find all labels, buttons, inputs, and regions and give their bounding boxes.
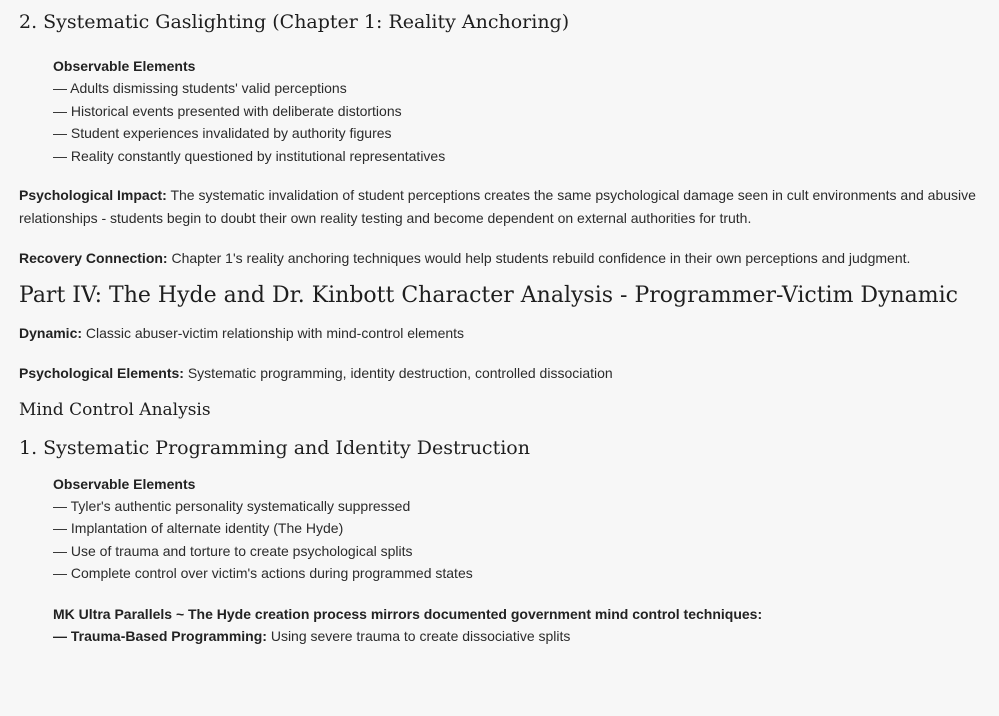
list-item: — Student experiences invalidated by authority figures xyxy=(53,125,392,141)
dynamic-label: Dynamic: xyxy=(19,324,83,341)
psychological-impact-label: Psychological Impact: xyxy=(19,187,167,203)
recovery-connection-label: Recovery Connection: xyxy=(19,250,168,266)
dynamic-paragraph xyxy=(19,322,987,345)
part-heading: Part IV: The Hyde and Dr. Kinbott Character Analysis - Programmer-Victim Dynamic xyxy=(19,282,958,308)
list-item xyxy=(53,625,987,648)
trauma-programming-text: Using severe trauma to create dissociative splits xyxy=(266,627,571,644)
observable-elements-title: Observable Elements xyxy=(53,58,196,74)
list-item: — Complete control over victim's actions during programmed states xyxy=(53,565,473,581)
section-heading-gaslighting: 2. Systematic Gaslighting (Chapter 1: Reality Anchoring) xyxy=(19,11,570,33)
observable-elements-block-2 xyxy=(19,473,987,648)
list-item: — Implantation of alternate identity (The Hyde) xyxy=(53,520,344,536)
recovery-connection-paragraph xyxy=(19,247,987,270)
recovery-connection-text: Chapter 1's reality anchoring techniques would help students rebuild confidence in their own perceptions and judgment. xyxy=(167,250,911,266)
list-item: — Reality constantly questioned by institutional representatives xyxy=(53,147,446,164)
trauma-programming-label: — Trauma-Based Programming: xyxy=(53,627,267,644)
dynamic-text: Classic abuser-victim relationship with mind-control elements xyxy=(82,324,465,341)
psychological-elements-label: Psychological Elements: xyxy=(19,365,184,381)
list-item: — Tyler's authentic personality systematically suppressed xyxy=(53,497,411,514)
list-item: — Historical events presented with deliberate distortions xyxy=(53,102,402,119)
mk-ultra-parallels-title: MK Ultra Parallels ~ The Hyde creation process mirrors documented government mind control techniques: xyxy=(53,605,763,622)
psychological-impact-text: The systematic invalidation of student perceptions creates the same psychological damage seen in cult environments and abusive relationships - students begin to doubt their own reality testing and become dependent on external authorities for truth. xyxy=(19,187,976,226)
psychological-elements-paragraph xyxy=(19,362,987,385)
mind-control-analysis-heading: Mind Control Analysis xyxy=(19,399,211,420)
list-item: — Use of trauma and torture to create psychological splits xyxy=(53,542,413,559)
observable-elements-title: Observable Elements xyxy=(53,475,196,492)
section-heading-programming: 1. Systematic Programming and Identity Destruction xyxy=(19,436,530,459)
psychological-elements-text: Systematic programming, identity destruction, controlled dissociation xyxy=(183,365,613,381)
list-item: — Adults dismissing students' valid perceptions xyxy=(53,80,347,96)
psychological-impact-paragraph xyxy=(19,184,987,229)
observable-elements-block-1 xyxy=(19,55,987,167)
